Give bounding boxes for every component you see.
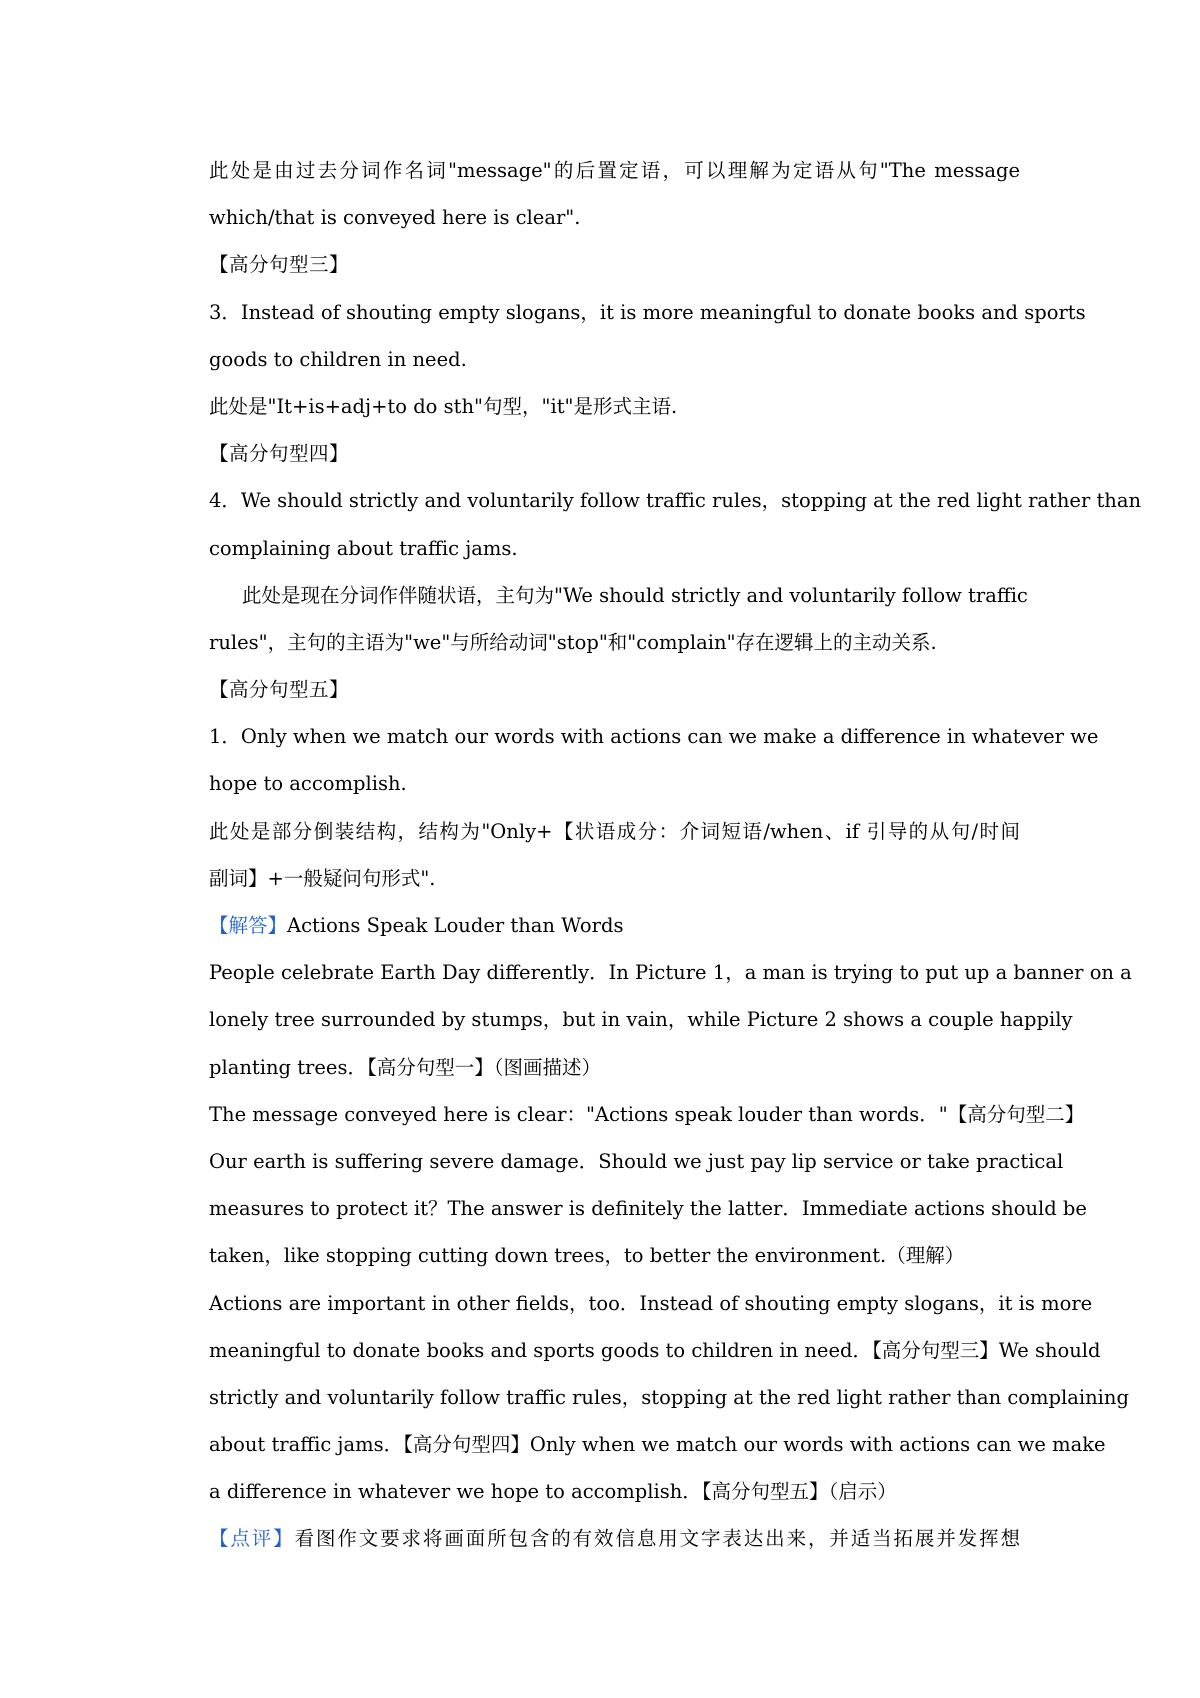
example-sentence: goods to children in need. [209, 347, 467, 371]
explanation-line: 此处是现在分词作伴随状语，主句为"We should strictly and voluntarily follow traffic [242, 583, 1028, 607]
explanation-line: 此处是"It+is+adj+to do sth"句型，"it"是形式主语. [209, 394, 678, 418]
essay-line: meaningful to donate books and sports goods to children in need．【高分句型三】We should [209, 1338, 1101, 1362]
example-sentence: 1．Only when we match our words with actions can we make a difference in whatever we [209, 725, 1099, 749]
essay-title: Actions Speak Louder than Words [287, 914, 624, 937]
answer-label: 【解答】 [209, 914, 288, 937]
essay-line: about traffic jams．【高分句型四】Only when we match our words with actions can we make [209, 1433, 1106, 1457]
explanation-line: 此处是由过去分词作名词"message"的后置定语，可以理解为定语从句"The message [209, 159, 1020, 182]
essay-line: The message conveyed here is clear："Actions speak louder than words．"【高分句型二】 [209, 1102, 1085, 1126]
comment-label: 【点评】 [209, 1527, 295, 1551]
essay-line: planting trees．【高分句型一】（图画描述） [209, 1055, 601, 1079]
essay-line: strictly and voluntarily follow traffic rules，stopping at the red light rather than complaining [209, 1385, 1129, 1409]
essay-line: taken，like stopping cutting down trees，to better the environment.（理解） [209, 1244, 965, 1268]
section-heading: 【高分句型五】 [209, 678, 350, 702]
document-body [209, 147, 1142, 1563]
essay-line: lonely tree surrounded by stumps，but in vain，while Picture 2 shows a couple happily [209, 1008, 1073, 1032]
example-sentence: 3．Instead of shouting empty slogans，it is more meaningful to donate books and sports [209, 300, 1086, 324]
explanation-line: 副词】+一般疑问句形式". [209, 866, 436, 890]
example-sentence: 4．We should strictly and voluntarily follow traffic rules，stopping at the red light rather than [209, 489, 1142, 513]
essay-line: measures to protect it？The answer is definitely the latter．Immediate actions should be [209, 1197, 1087, 1221]
comment-text: 看图作文要求将画面所包含的有效信息用文字表达出来，并适当拓展并发挥想 [294, 1527, 1020, 1551]
section-heading: 【高分句型三】 [209, 253, 350, 277]
section-heading: 【高分句型四】 [209, 442, 350, 466]
essay-line: Actions are important in other fields，too．Instead of shouting empty slogans，it is more [209, 1291, 1093, 1315]
explanation-line: 此处是部分倒装结构，结构为"Only+【状语成分：介词短语/when、if 引导的从句/时间 [209, 819, 1020, 843]
example-sentence: hope to accomplish. [209, 772, 407, 796]
comment-line [209, 1515, 1020, 1562]
example-sentence: complaining about traffic jams. [209, 536, 518, 560]
essay-line: People celebrate Earth Day differently．In Picture 1，a man is trying to put up a banner on a [209, 961, 1132, 985]
answer-title-line [209, 902, 1020, 949]
explanation-line: which/that is conveyed here is clear". [209, 206, 581, 230]
explanation-line: rules"，主句的主语为"we"与所给动词"stop"和"complain"存在逻辑上的主动关系. [209, 630, 937, 654]
essay-line: a difference in whatever we hope to accomplish．【高分句型五】（启示） [209, 1480, 897, 1504]
essay-line: Our earth is suffering severe damage．Should we just pay lip service or take practical [209, 1149, 1064, 1173]
